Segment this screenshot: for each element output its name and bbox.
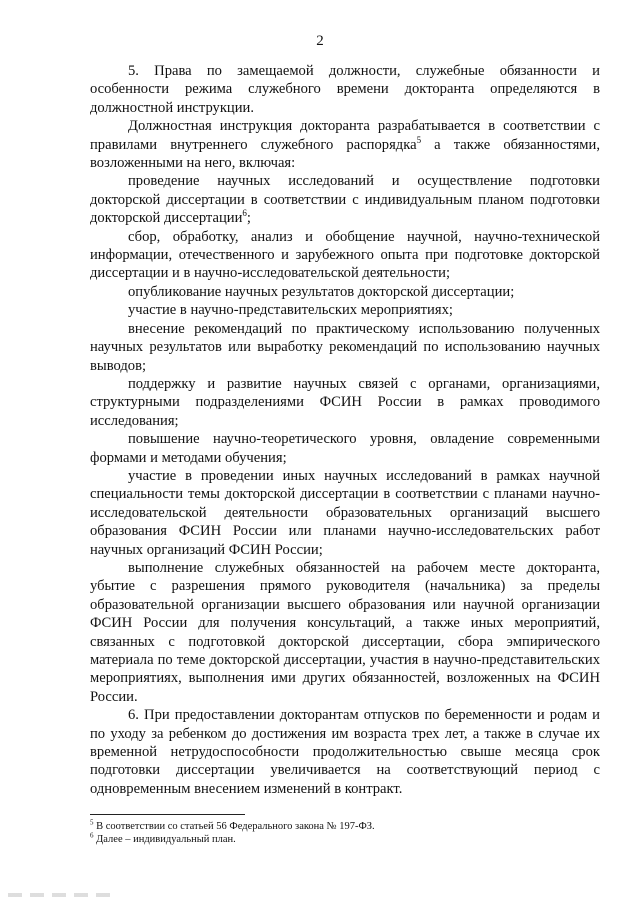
footnote-6 [90,833,600,846]
footnote-mark: 6 [90,831,94,840]
document-body [90,62,600,798]
paragraph-text: 5. Права по замещаемой должности, служебные обязанности и особенности режима служебного времени докторанта определяются в должностной инструкции. [90,63,600,116]
list-item-information-analysis [90,228,600,283]
paragraph-text: поддержку и развитие научных связей с органами, организациями, структурными подразделениями ФСИН России в рамках проводимого исследования; [90,375,600,429]
list-item-other-research [90,467,600,559]
paragraph-text-after: а также обязанностями, возложенными на него, включая: [90,136,600,172]
list-item-theoretical-level [90,430,600,467]
footnote-separator [90,814,245,815]
paragraph-text: опубликование научных результатов докторской диссертации; [128,283,515,300]
paragraph-text: 6. При предоставлении докторантам отпусков по беременности и родам и по уходу за ребенком до достижения им возраста трех лет, а также в случае их временной нетрудоспособности продолжительностью свыше месяца срок подготовки диссертации увеличивается на соответствующий период с одновременным внесением изменений в контракт. [90,707,600,797]
list-item-research [90,172,600,227]
footnote-ref: 5 [416,134,422,145]
footnote-mark: 5 [90,818,94,827]
list-item-events [90,301,600,319]
paragraph-text: повышение научно-теоретического уровня, овладение современными формами и методами обучения; [90,431,600,466]
footnote-text: Далее – индивидуальный план. [93,834,236,845]
paragraph-text: внесение рекомендаций по практическому использованию полученных научных результатов или выработку рекомендаций по использованию научных выводов; [90,320,600,374]
footnotes [90,820,600,846]
paragraph-text: проведение научных исследований и осуществление подготовки докторской диссертации в соответствии с индивидуальным планом подготовки докторской диссертации [90,173,600,227]
list-item-duties-workplace [90,559,600,706]
footnote-5 [90,820,600,833]
list-item-scientific-links [90,375,600,430]
list-item-publication [90,283,600,301]
paragraph-leave-extension [90,706,600,798]
paragraph-job-instruction [90,117,600,172]
paragraph-text-after: ; [246,210,251,227]
paragraph-text: участие в научно-представительских мероприятиях; [128,302,453,319]
scan-artifact [8,893,118,897]
paragraph-text: Должностная инструкция докторанта разрабатывается в соответствии с правилами внутреннего служебного распорядка [90,118,600,153]
paragraph-text: сбор, обработку, анализ и обобщение научной, научно-технической информации, отечественного и зарубежного опыта при подготовке докторской диссертации и в научно-исследовательской деятельности; [90,228,600,282]
paragraph-text: выполнение служебных обязанностей на рабочем месте докторанта, убытие с разрешения прямого руководителя (начальника) за пределы образовательной организации высшего образования или научной организации ФСИН России для получения консультаций, а также иных мероприятий, связанных с подготовкой докторской диссертации, сбора эмпирического материала по теме докторской диссертации, участия в научно-представительских мероприятиях, выполнения ими других обязанностей, возложенных на ФСИН России. [90,559,600,705]
page-number: 2 [316,33,324,49]
paragraph-rights-duties [90,62,600,117]
footnote-text: В соответствии со статьей 56 Федерального закона № 197-ФЗ. [93,821,375,832]
list-item-recommendations [90,320,600,375]
footnote-ref: 6 [242,208,247,219]
paragraph-text: участие в проведении иных научных исследований в рамках научной специальности темы докторской диссертации в соответствии с планами научно-исследовательской деятельности образовательных организаций высшего образования ФСИН России или планами научно-исследовательских работ научных организаций ФСИН России; [90,467,600,558]
